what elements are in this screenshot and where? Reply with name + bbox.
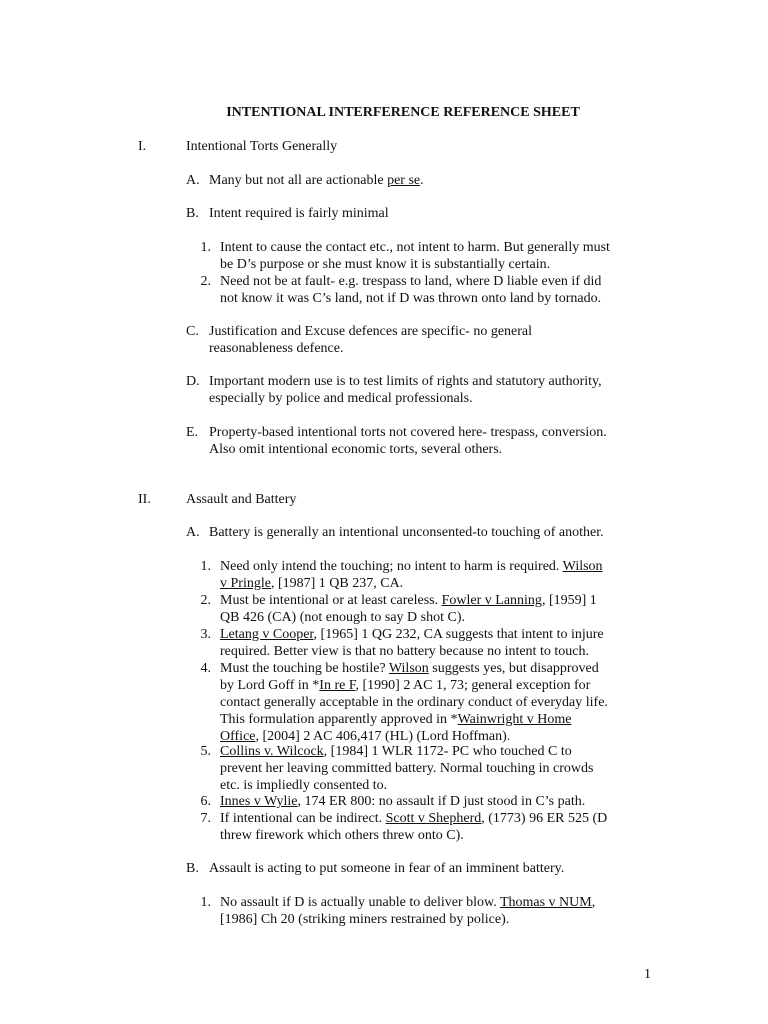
section-1-d-line: especially by police and medical professionals. (209, 391, 473, 406)
list-item-line: prevent her leaving committed battery. Normal touching in crowds (220, 761, 594, 776)
text-span: Must be intentional or at least careless. (220, 593, 442, 608)
text-span: , (591, 895, 596, 910)
list-number: 2. (200, 274, 211, 289)
list-item-line (220, 894, 595, 911)
list-item-line: QB 426 (CA) (not enough to say D shot C). (220, 610, 465, 625)
list-item-line (220, 592, 597, 609)
text-span: , [1987] 1 QB 237, CA. (270, 576, 404, 591)
latin-term: per se (387, 173, 421, 188)
case-citation: Wainwright v Home (457, 712, 572, 727)
section-1-numeral: I. (138, 139, 147, 154)
list-number: 1. (200, 240, 211, 255)
section-1-e-line: Also omit intentional economic torts, several others. (209, 442, 503, 457)
list-item-line (220, 711, 572, 728)
section-1-d-line: Important modern use is to test limits of rights and statutory authority, (209, 374, 602, 389)
section-2-a-text: Battery is generally an intentional unconsented-to touching of another. (209, 525, 604, 540)
text-span: . (420, 173, 424, 188)
list-item-line: required. Better view is that no battery because no intent to touch. (220, 644, 589, 659)
section-1-a-text (209, 172, 424, 189)
list-item-line: threw firework which others threw onto C). (220, 828, 464, 843)
text-span: , [2004] 2 AC 406,417 (HL) (Lord Hoffman). (255, 729, 511, 744)
list-number: 6. (200, 794, 211, 809)
section-1-c-letter: C. (186, 324, 199, 339)
case-citation: Collins v. Wilcock (220, 744, 324, 759)
case-citation: Office (220, 729, 256, 744)
list-number: 4. (200, 661, 211, 676)
text-span: by Lord Goff in * (220, 678, 320, 693)
section-2-heading: Assault and Battery (186, 492, 297, 507)
list-number: 2. (200, 593, 211, 608)
text-span: , [1965] 1 QG 232, CA suggests that intent to injure (313, 627, 604, 642)
section-1-c-line: reasonableness defence. (209, 341, 344, 356)
section-2-a-letter: A. (186, 525, 200, 540)
section-2-numeral: II. (138, 492, 151, 507)
section-1-b-text: Intent required is fairly minimal (209, 206, 389, 221)
text-span: suggests yes, but disapproved (428, 661, 599, 676)
section-1-a-letter: A. (186, 173, 200, 188)
list-item-line (220, 810, 607, 827)
section-1-b-letter: B. (186, 206, 199, 221)
text-span: Need only intend the touching; no intent to harm is required. (220, 559, 563, 574)
list-number: 3. (200, 627, 211, 642)
text-span: If intentional can be indirect. (220, 811, 386, 826)
list-item-line: contact generally acceptable in the ordinary conduct of everyday life. (220, 695, 608, 710)
document-title: INTENTIONAL INTERFERENCE REFERENCE SHEET (226, 105, 580, 120)
list-item-line (220, 626, 604, 643)
text-span: Must the touching be hostile? (220, 661, 389, 676)
list-item-line: not know it was C’s land, not if D was thrown onto land by tornado. (220, 291, 602, 306)
list-item-line: Intent to cause the contact etc., not intent to harm. But generally must (220, 240, 610, 255)
text-span: , [1990] 2 AC 1, 73; general exception for (355, 678, 591, 693)
text-span: , (1773) 96 ER 525 (D (481, 811, 608, 826)
list-item-line (220, 677, 590, 694)
section-2-b-text: Assault is acting to put someone in fear of an imminent battery. (209, 861, 565, 876)
list-item-line: [1986] Ch 20 (striking miners restrained by police). (220, 912, 510, 927)
case-citation: Fowler v Lanning (441, 593, 542, 608)
text-span: This formulation apparently approved in * (220, 712, 458, 727)
text-span: , [1959] 1 (541, 593, 597, 608)
case-citation: Wilson (388, 661, 429, 676)
list-number: 1. (200, 895, 211, 910)
text-span: No assault if D is actually unable to deliver blow. (220, 895, 500, 910)
list-number: 7. (200, 811, 211, 826)
list-number: 5. (200, 744, 211, 759)
text-span: , 174 ER 800: no assault if D just stood in C’s path. (297, 794, 586, 809)
list-number: 1. (200, 559, 211, 574)
list-item-line: be D’s purpose or she must know it is substantially certain. (220, 257, 551, 272)
case-citation: Thomas v NUM (499, 895, 592, 910)
list-item-line (220, 558, 603, 575)
text-span: , [1984] 1 WLR 1172- PC who touched C to (323, 744, 572, 759)
page-number: 1 (644, 967, 651, 982)
list-item-line: Need not be at fault- e.g. trespass to land, where D liable even if did (220, 274, 602, 289)
case-citation: In re F (319, 678, 356, 693)
section-1-d-letter: D. (186, 374, 200, 389)
list-item-line (220, 793, 585, 810)
case-citation: Wilson (562, 559, 603, 574)
text-span: Many but not all are actionable (209, 173, 388, 188)
section-2-b-letter: B. (186, 861, 199, 876)
case-citation: v Pringle (220, 576, 271, 591)
section-1-c-line: Justification and Excuse defences are specific- no general (209, 324, 533, 339)
section-1-heading: Intentional Torts Generally (186, 139, 338, 154)
section-1-e-letter: E. (186, 425, 199, 440)
case-citation: Innes v Wylie (220, 794, 298, 809)
case-citation: Letang v Cooper (220, 627, 314, 642)
section-1-e-line: Property-based intentional torts not covered here- trespass, conversion. (209, 425, 607, 440)
list-item-line: etc. is impliedly consented to. (220, 778, 388, 793)
list-item-line (220, 575, 403, 592)
list-item-line (220, 743, 572, 760)
case-citation: Scott v Shepherd (385, 811, 482, 826)
list-item-line (220, 660, 599, 677)
